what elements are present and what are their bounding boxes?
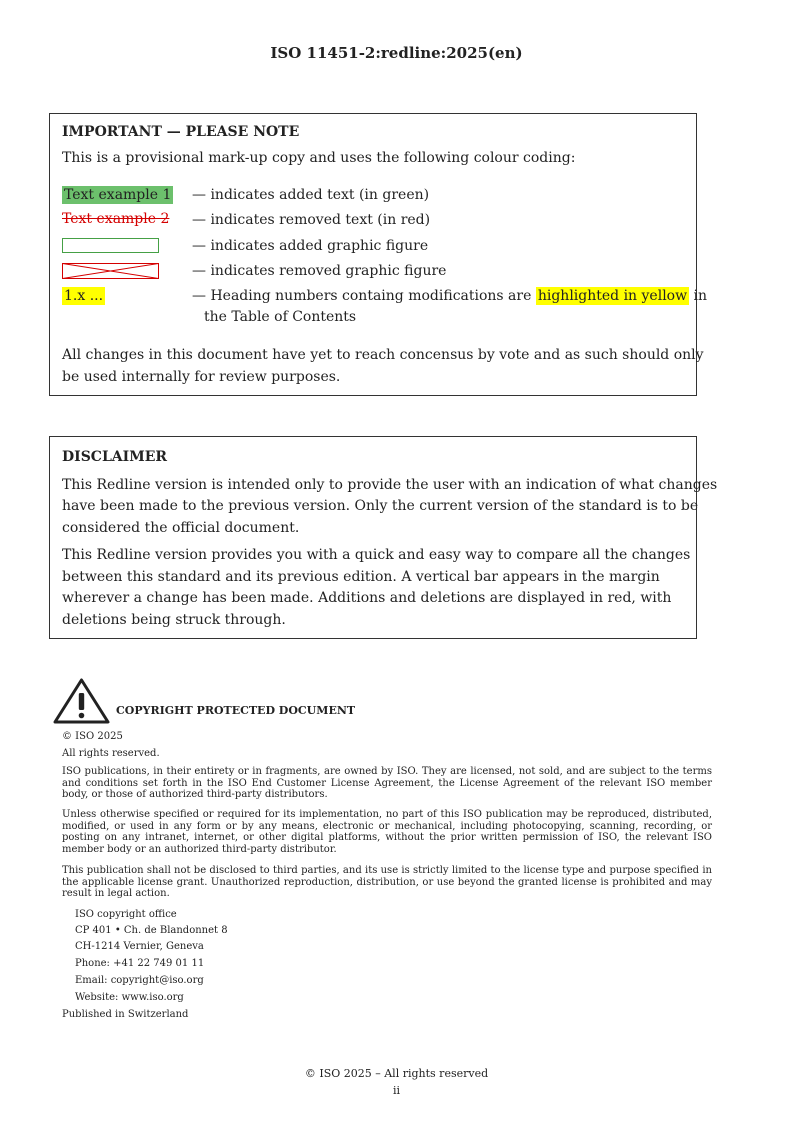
disclaimer-p1-line: have been made to the previous version. Only the current version of the standard is to be — [62, 498, 699, 514]
legend-desc: — Heading numbers containg modifications are highlighted in yellow in — [192, 288, 708, 304]
copyright-paragraph-2: Unless otherwise specified or required for its implementation, no part of this ISO publication may be reproduced, distributed, modified, or used in any form or by any means, electronic or mechanical, including photocopying, scanning, recording, or posting on any intranet, internet, or other digital platforms, without the prior written permission of ISO, the relevant ISO member body or an authorized third-party distributor. — [62, 809, 712, 855]
important-intro: This is a provisional mark-up copy and uses the following colour coding: — [62, 150, 576, 166]
added-figure-sample — [62, 238, 159, 253]
disclaimer-box — [49, 436, 718, 639]
legend-desc: — indicates removed text (in red) — [192, 212, 431, 228]
legend-row-removed-text — [62, 211, 692, 230]
legend-row-added-text — [62, 186, 692, 205]
address-line: CH-1214 Vernier, Geneva — [75, 941, 204, 952]
yellow-highlight-text: highlighted in yellow — [537, 288, 688, 304]
published-location: Published in Switzerland — [62, 1009, 189, 1020]
legend-desc-continuation: the Table of Contents — [204, 309, 357, 325]
disclaimer-p2-line: wherever a change has been made. Additions and deletions are displayed in red, with — [62, 590, 672, 606]
removed-figure-sample — [62, 263, 159, 279]
important-title: IMPORTANT — PLEASE NOTE — [62, 124, 300, 140]
page-number: ii — [392, 1084, 401, 1097]
legend-row-heading-numbers — [62, 287, 708, 306]
legend-row-removed-figure — [62, 262, 692, 281]
important-footer-line-1: All changes in this document have yet to reach concensus by vote and as such should only — [62, 347, 704, 363]
removed-text-sample: Text example 2 — [62, 211, 170, 227]
added-text-sample: Text example 1 — [64, 187, 172, 203]
disclaimer-p2-line: This Redline version provides you with a quick and easy way to compare all the changes — [62, 547, 691, 563]
legend-desc: — indicates removed graphic figure — [192, 263, 447, 279]
disclaimer-p2-line: between this standard and its previous edition. A vertical bar appears in the margin — [62, 569, 660, 585]
important-footer-line-2: be used internally for review purposes. — [62, 369, 341, 385]
address-line: Email: copyright@iso.org — [75, 975, 204, 986]
address-line: CP 401 • Ch. de Blandonnet 8 — [75, 925, 228, 936]
disclaimer-p2-line: deletions being struck through. — [62, 612, 286, 628]
legend-desc: — indicates added graphic figure — [192, 238, 429, 254]
legend-row-added-figure — [62, 237, 692, 256]
copyright-rights: All rights reserved. — [62, 748, 160, 759]
copyright-paragraph-1: ISO publications, in their entirety or in fragments, are owned by ISO. They are licensed, not sold, and are subject to the terms and conditions set forth in the ISO End Customer License Agreement, the License Agreement of the relevant ISO member body, or those of authorized third-party distributors. — [62, 766, 712, 800]
address-line: Website: www.iso.org — [75, 992, 184, 1003]
legend-desc: — indicates added text (in green) — [192, 187, 430, 203]
address-line: Phone: +41 22 749 01 11 — [75, 958, 205, 969]
heading-number-sample: 1.x ... — [64, 288, 104, 304]
disclaimer-title: DISCLAIMER — [62, 449, 167, 465]
address-line: ISO copyright office — [75, 909, 177, 920]
disclaimer-p1-line: considered the official document. — [62, 520, 300, 536]
document-header: ISO 11451-2:redline:2025(en) — [270, 44, 523, 62]
copyright-year: © ISO 2025 — [62, 731, 123, 742]
copyright-paragraph-3: This publication shall not be disclosed to third parties, and its use is strictly limited to the license type and purpose specified in the applicable license grant. Unauthorized reproduction, distribution, or use beyond the granted license is prohibited and may result in legal action. — [62, 865, 712, 899]
page-footer-rights: © ISO 2025 – All rights reserved — [304, 1067, 489, 1080]
important-note-box — [49, 113, 708, 396]
warning-icon — [53, 678, 110, 724]
copyright-title: COPYRIGHT PROTECTED DOCUMENT — [116, 704, 356, 717]
disclaimer-p1-line: This Redline version is intended only to provide the user with an indication of what changes — [62, 477, 718, 493]
